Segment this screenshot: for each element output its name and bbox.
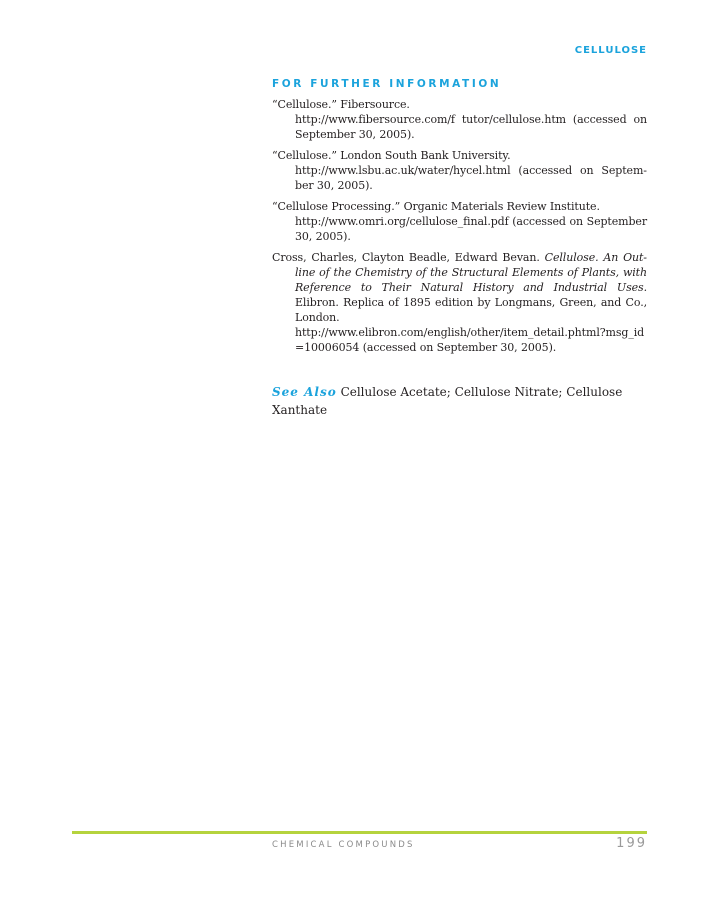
running-head: CELLULOSE bbox=[574, 45, 647, 56]
reference-source: Organic Materials Review Institute. bbox=[400, 200, 600, 213]
reference-item bbox=[272, 199, 647, 244]
reference-title: “Cellulose Processing.” bbox=[272, 200, 401, 213]
reference-accessed: (accessed on September 30, 2005). bbox=[359, 341, 557, 354]
section-heading: FOR FURTHER INFORMATION bbox=[272, 78, 502, 90]
page-number: 199 bbox=[616, 836, 647, 851]
footer-book-title: CHEMICAL COMPOUNDS bbox=[272, 840, 415, 850]
reference-title: “Cellulose.” bbox=[272, 98, 337, 111]
footer-rule bbox=[72, 831, 647, 834]
see-also-label: See Also bbox=[272, 385, 337, 399]
reference-book-title: Cellulose. An Outline of the Chemistry of the Structural Elements of Plants, with Reference to Their Natural History and Industrial Uses. bbox=[295, 251, 648, 294]
reference-source: Fibersource. bbox=[336, 98, 410, 111]
reference-title: “Cellulose.” bbox=[272, 149, 337, 162]
reference-publisher: Elibron. Replica of 1895 edition by Longmans, Green, and Co., London. bbox=[295, 296, 647, 324]
reference-authors: Cross, Charles, Clayton Beadle, Edward Bevan. bbox=[272, 251, 545, 264]
main-content bbox=[272, 78, 647, 431]
reference-url[interactable]: http://www.elibron.com/english/other/item_detail.phtml?msg_id=10006054 bbox=[295, 326, 645, 354]
reference-item bbox=[272, 97, 647, 142]
reference-item bbox=[272, 250, 647, 355]
reference-url[interactable]: http://www.omri.org/cellulose_final.pdf bbox=[295, 215, 509, 228]
reference-url[interactable]: http://www.fibersource.com/f tutor/cellulose.htm bbox=[295, 113, 566, 126]
see-also bbox=[272, 383, 647, 419]
reference-item bbox=[272, 148, 647, 193]
reference-source: London South Bank University. bbox=[336, 149, 511, 162]
see-also-text: Cellulose Acetate; Cellulose Nitrate; Cellulose Xanthate bbox=[272, 385, 623, 417]
reference-accessed: (accessed on September 30, 2005). bbox=[295, 113, 647, 141]
reference-url[interactable]: http://www.lsbu.ac.uk/water/hycel.html bbox=[295, 164, 511, 177]
reference-list bbox=[272, 97, 647, 355]
reference-accessed: (accessed on September 30, 2005). bbox=[295, 164, 647, 192]
reference-accessed: (accessed on September 30, 2005). bbox=[295, 215, 647, 243]
